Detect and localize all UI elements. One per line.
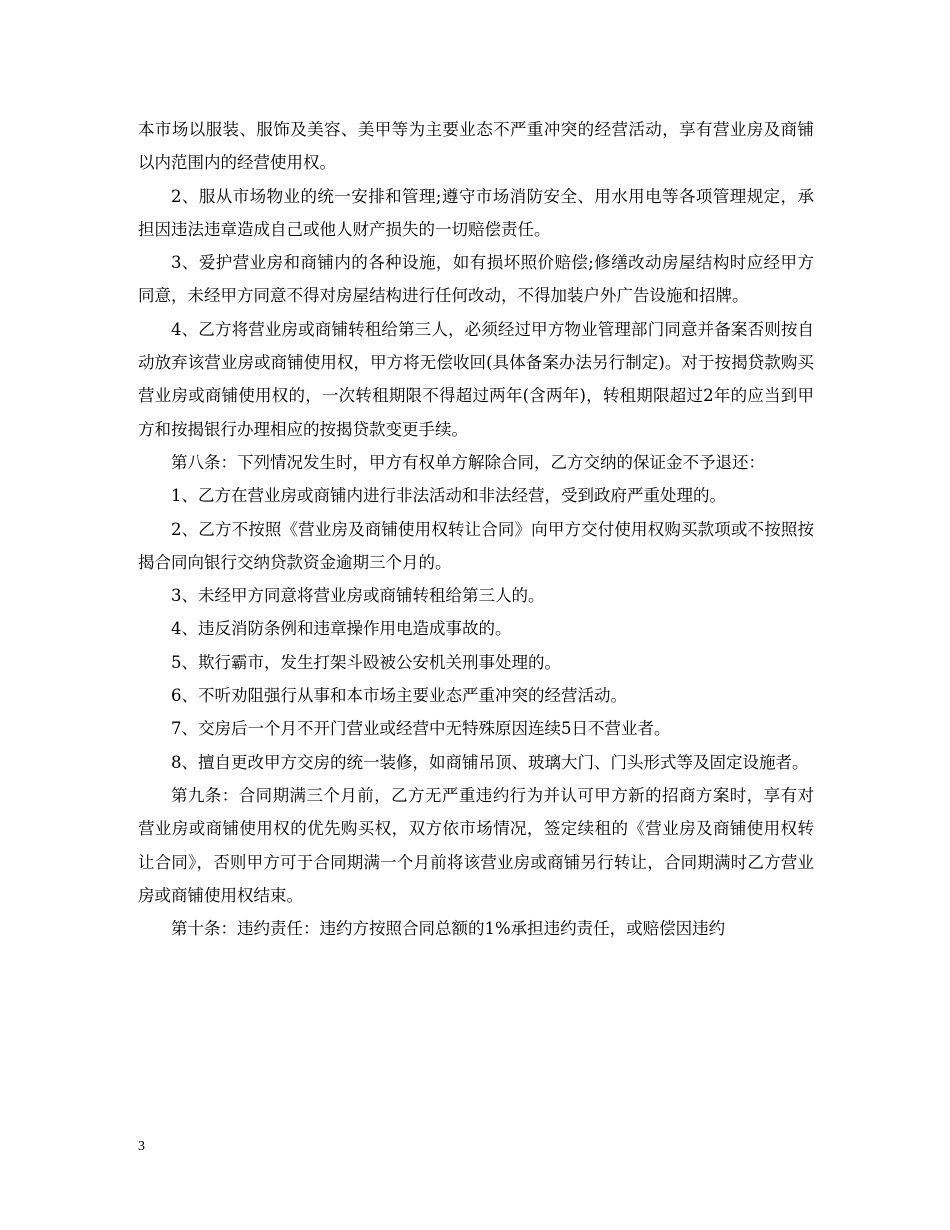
article-8-item-5: 5、欺行霸市，发生打架斗殴被公安机关刑事处理的。 xyxy=(171,652,561,672)
page-number: 3 xyxy=(138,1139,145,1154)
article-8-item-3: 3、未经甲方同意将营业房或商铺转租给第三人的。 xyxy=(171,586,545,606)
article-8-item-6: 6、不听劝阻强行从事和本市场主要业态严重冲突的经营活动。 xyxy=(171,686,627,706)
article-8-item-8: 8、擅自更改甲方交房的统一装修，如商铺吊顶、玻璃大门、门头形式等及固定设施者。 xyxy=(171,752,809,772)
paragraph-3: 3、爱护营业房和商铺内的各种设施，如有损坏照价赔偿;修缮改动房屋结构时应经甲方同意，未经甲方同意不得对房屋结构进行任何改动，不得加装户外广告设施和招牌。 xyxy=(138,253,814,306)
paragraph-4: 4、乙方将营业房或商铺转租给第三人，必须经过甲方物业管理部门同意并备案否则按自动放弃该营业房或商铺使用权，甲方将无偿收回(具体备案办法另行制定)。对于按揭贷款购买营业房或商铺使用权的，一次转租期限不得超过两年(含两年)，转租期限超过2年的应当到甲方和按揭银行办理相应的按揭贷款变更手续。 xyxy=(138,319,814,439)
article-8-heading: 第八条：下列情况发生时，甲方有权单方解除合同，乙方交纳的保证金不予退还： xyxy=(171,452,765,472)
article-8-item-2: 2、乙方不按照《营业房及商铺使用权转让合同》向甲方交付使用权购买款项或不按照按揭合同向银行交纳贷款资金逾期三个月的。 xyxy=(138,519,814,572)
document-body xyxy=(138,113,814,945)
article-10: 第十条：违约责任：违约方按照合同总额的1%承担违约责任，或赔偿因违约 xyxy=(171,919,726,939)
article-8-item-7: 7、交房后一个月不开门营业或经营中无特殊原因连续5日不营业者。 xyxy=(171,719,671,739)
paragraph-1: 本市场以服装、服饰及美容、美甲等为主要业态不严重冲突的经营活动，享有营业房及商铺以内范围内的经营使用权。 xyxy=(138,120,814,173)
article-8-item-4: 4、违反消防条例和违章操作用电造成事故的。 xyxy=(171,619,512,639)
article-9: 第九条：合同期满三个月前，乙方无严重违约行为并认可甲方新的招商方案时，享有对营业房或商铺使用权的优先购买权，双方依市场情况，签定续租的《营业房及商铺使用权转让合同》，否则甲方可于合同期满一个月前将该营业房或商铺另行转让，合同期满时乙方营业房或商铺使用权结束。 xyxy=(138,785,814,905)
paragraph-2: 2、服从市场物业的统一安排和管理;遵守市场消防安全、用水用电等各项管理规定，承担因违法违章造成自己或他人财产损失的一切赔偿责任。 xyxy=(138,186,814,239)
article-8-item-1: 1、乙方在营业房或商铺内进行非法活动和非法经营，受到政府严重处理的。 xyxy=(171,486,726,506)
